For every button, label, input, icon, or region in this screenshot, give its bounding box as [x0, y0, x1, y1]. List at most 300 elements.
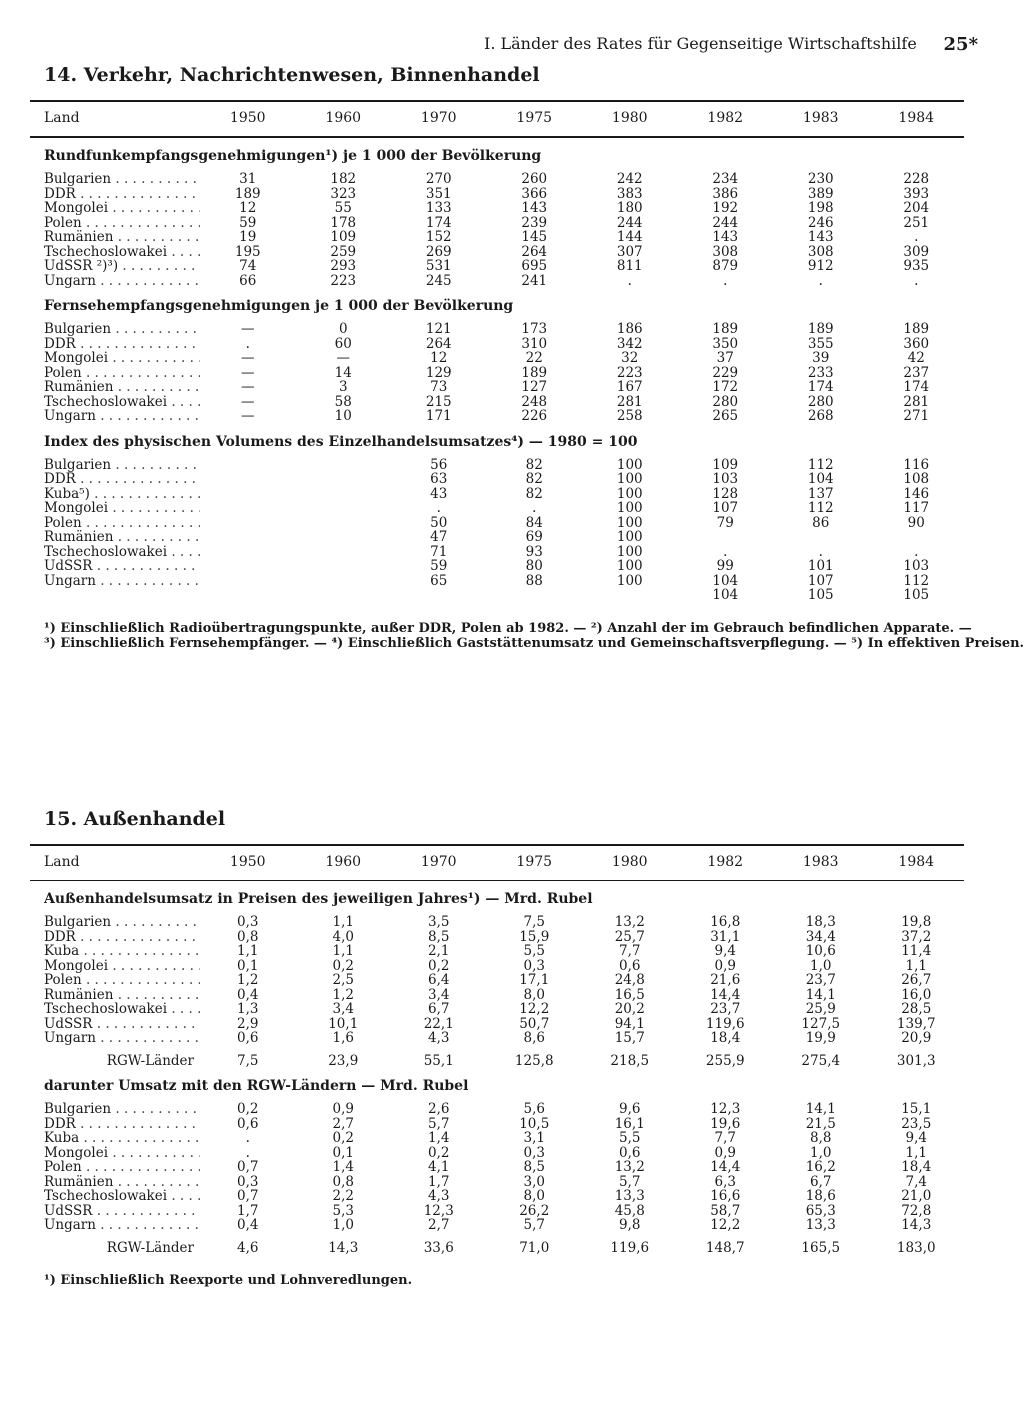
block-title: Index des physischen Volumens des Einzelhandelsumsatzes⁴) — 1980 = 100 — [44, 433, 638, 450]
cell-value — [296, 574, 392, 589]
cell-value: 25,7 — [614, 928, 645, 945]
cell-value: 4,3 — [428, 1188, 450, 1204]
cell-value: 3,0 — [523, 1173, 545, 1190]
column-header: 1984 — [898, 854, 935, 870]
row-label: Rumänien . . . — [30, 230, 200, 245]
cell-value: 8,6 — [523, 1030, 545, 1046]
cell-value: 129 — [425, 364, 452, 381]
footnotes — [44, 620, 1024, 651]
cell-value: 912 — [807, 258, 834, 274]
table-header — [30, 102, 964, 136]
cell-value: 4,6 — [237, 1239, 259, 1256]
cell-value — [869, 530, 965, 545]
cell-value: 103 — [712, 471, 739, 487]
cell-value: 4,0 — [332, 928, 354, 945]
row-label: Tschechoslowakei . . . — [30, 395, 200, 410]
row-label: Polen . . . — [30, 516, 200, 531]
cell-value: 0,2 — [237, 1101, 259, 1117]
cell-value: 82 — [525, 471, 543, 487]
cell-value: 18,4 — [901, 1159, 932, 1175]
cell-value: 4,3 — [428, 1030, 450, 1046]
cell-value: 230 — [807, 171, 834, 187]
cell-value: 112 — [807, 500, 834, 516]
cell-value: 2,5 — [332, 972, 354, 988]
table-block — [30, 1078, 964, 1255]
cell-value: 259 — [330, 243, 357, 260]
row-label: UdSSR ²)³) . . . — [30, 259, 200, 274]
cell-value: 104 — [807, 471, 834, 487]
row-label: Mongolei . . . — [30, 501, 200, 516]
table-row — [30, 1189, 964, 1204]
row-label: DDR . . . — [30, 930, 200, 945]
cell-value: 7,5 — [237, 1052, 259, 1069]
cell-value: 0,2 — [332, 1130, 354, 1146]
cell-value: 19 — [239, 229, 257, 245]
row-label: UdSSR . . . — [30, 1017, 200, 1032]
cell-value: 143 — [807, 229, 834, 245]
column-header: 1982 — [707, 854, 744, 870]
cell-value: 100 — [616, 529, 643, 545]
cell-value: 248 — [521, 393, 548, 410]
cell-value: 8,0 — [523, 1188, 545, 1204]
cell-value: 23,9 — [328, 1052, 359, 1069]
cell-value: 69 — [525, 529, 543, 545]
cell-value: 2,6 — [428, 1101, 450, 1117]
footnotes — [44, 1273, 964, 1288]
cell-value: 127 — [521, 379, 548, 395]
table-row — [30, 395, 964, 410]
cell-value: 215 — [425, 393, 452, 410]
cell-value: 59 — [239, 214, 257, 231]
cell-value: 16,5 — [614, 986, 645, 1003]
row-label: Tschechoslowakei . . . — [30, 545, 200, 560]
cell-value: 366 — [521, 185, 548, 202]
cell-value: 229 — [712, 364, 739, 381]
cell-value: 265 — [712, 408, 739, 424]
row-label: Ungarn . . . — [30, 274, 200, 289]
cell-value: 935 — [903, 258, 930, 274]
cell-value: 16,8 — [710, 914, 741, 930]
table-row — [30, 458, 964, 473]
cell-value: 94,1 — [614, 1015, 645, 1032]
cell-value — [296, 545, 392, 560]
cell-value: 7,5 — [523, 914, 545, 930]
page-number: 25* — [943, 34, 978, 55]
cell-value: 12,3 — [423, 1202, 454, 1219]
cell-value: 58 — [334, 393, 352, 410]
cell-value — [200, 458, 296, 473]
cell-value: 100 — [616, 558, 643, 574]
row-label: Ungarn . . . — [30, 409, 200, 424]
block-title: Außenhandelsumsatz in Preisen des jeweiligen Jahres¹) — Mrd. Rubel — [44, 891, 593, 907]
table-row — [30, 380, 964, 395]
cell-value: 8,5 — [523, 1159, 545, 1175]
cell-value: 14,1 — [805, 986, 836, 1003]
cell-value: 301,3 — [896, 1052, 936, 1069]
column-header: Land — [44, 110, 80, 126]
cell-value: 178 — [330, 214, 357, 231]
cell-value: . — [723, 543, 728, 560]
cell-value: 2,9 — [237, 1015, 259, 1032]
cell-value: 90 — [907, 514, 925, 531]
cell-value: 93 — [525, 543, 543, 560]
cell-value: 280 — [712, 393, 739, 410]
cell-value — [200, 545, 296, 560]
cell-value: 56 — [430, 456, 448, 473]
cell-value: 386 — [712, 185, 739, 202]
cell-value — [296, 588, 392, 603]
cell-value: 15,7 — [614, 1030, 645, 1046]
cell-value: 1,1 — [332, 943, 354, 959]
table-block — [30, 148, 964, 288]
cell-value: 251 — [903, 214, 930, 231]
cell-value: 72,8 — [901, 1202, 932, 1219]
row-label: RGW-Länder — [106, 1053, 194, 1068]
cell-value: 0,1 — [237, 957, 259, 974]
cell-value: . — [532, 500, 537, 516]
cell-value: 26,7 — [901, 972, 932, 988]
cell-value: 99 — [716, 558, 734, 574]
cell-value: 0,1 — [332, 1144, 354, 1161]
column-header: 1983 — [802, 110, 839, 126]
running-head — [484, 34, 978, 55]
cell-value: 116 — [903, 456, 930, 473]
cell-value: 100 — [616, 471, 643, 487]
cell-value: 7,7 — [714, 1130, 736, 1146]
cell-value: 7,7 — [619, 943, 641, 959]
total-row — [30, 1054, 964, 1069]
cell-value: 0,3 — [237, 1173, 259, 1190]
table-block — [30, 434, 964, 603]
cell-value: 246 — [807, 214, 834, 231]
cell-value: 1,2 — [332, 986, 354, 1003]
cell-value: 271 — [903, 408, 930, 424]
cell-value: 128 — [712, 485, 739, 502]
cell-value: 125,8 — [514, 1052, 554, 1069]
cell-value: 2,7 — [332, 1115, 354, 1132]
cell-value: 104 — [712, 587, 739, 603]
cell-value: 107 — [712, 500, 739, 516]
cell-value: 71 — [430, 543, 448, 560]
cell-value: 1,1 — [237, 943, 259, 959]
cell-value — [200, 559, 296, 574]
table-row — [30, 230, 964, 245]
cell-value: 280 — [807, 393, 834, 410]
cell-value: 59 — [430, 558, 448, 574]
column-header: 1982 — [707, 110, 744, 126]
cell-value: 9,8 — [619, 1217, 641, 1233]
cell-value: 12,2 — [710, 1217, 741, 1233]
table-row — [30, 1117, 964, 1132]
cell-value: 293 — [330, 258, 357, 274]
cell-value — [487, 588, 583, 603]
cell-value: 8,0 — [523, 986, 545, 1003]
row-label: Mongolei . . . — [30, 351, 200, 366]
table-row — [30, 201, 964, 216]
cell-value: 189 — [807, 321, 834, 337]
cell-value: 19,9 — [805, 1030, 836, 1046]
cell-value: 1,1 — [905, 1144, 927, 1161]
cell-value: 186 — [616, 321, 643, 337]
cell-value: 3 — [338, 379, 348, 395]
cell-value: 13,3 — [805, 1217, 836, 1233]
cell-value: 1,0 — [810, 1144, 832, 1161]
cell-value: 100 — [616, 456, 643, 473]
cell-value: 1,4 — [332, 1159, 354, 1175]
cell-value: 14,3 — [328, 1239, 359, 1256]
cell-value: 308 — [712, 243, 739, 260]
cell-value: 5,7 — [619, 1173, 641, 1190]
cell-value: 2,1 — [428, 943, 450, 959]
table-row — [30, 944, 964, 959]
cell-value: 281 — [903, 393, 930, 410]
row-label: DDR . . . — [30, 337, 200, 352]
row-label: Tschechoslowakei . . . — [30, 245, 200, 260]
cell-value: 9,4 — [905, 1130, 927, 1146]
cell-value: 80 — [525, 558, 543, 574]
row-label: Mongolei . . . — [30, 959, 200, 974]
table-row — [30, 1146, 964, 1161]
cell-value: 0,3 — [523, 957, 545, 974]
cell-value: 189 — [521, 364, 548, 381]
table-row — [30, 501, 964, 516]
cell-value: 237 — [903, 364, 930, 381]
cell-value: 60 — [334, 335, 352, 352]
cell-value: 5,6 — [523, 1101, 545, 1117]
cell-value: 1,7 — [237, 1202, 259, 1219]
total-row — [30, 1241, 964, 1256]
table-row — [30, 959, 964, 974]
cell-value: 14,1 — [805, 1101, 836, 1117]
table-row — [30, 322, 964, 337]
row-label: Bulgarien . . . — [30, 322, 200, 337]
cell-value: 9,6 — [619, 1101, 641, 1117]
block-title: darunter Umsatz mit den RGW-Ländern — Mrd. Rubel — [44, 1078, 469, 1094]
table-row — [30, 245, 964, 260]
cell-value: — — [336, 350, 350, 366]
cell-value: 15,1 — [901, 1101, 932, 1117]
cell-value: 5,5 — [619, 1130, 641, 1146]
table-row — [30, 915, 964, 930]
section-14 — [30, 64, 1024, 651]
cell-value — [200, 530, 296, 545]
cell-value: 241 — [521, 272, 548, 289]
cell-value: 1,2 — [237, 972, 259, 988]
cell-value: 270 — [425, 171, 452, 187]
cell-value: 143 — [712, 229, 739, 245]
cell-value: 0,2 — [428, 957, 450, 974]
block-title: Rundfunkempfangsgenehmigungen¹) je 1 000 der Bevölkerung — [44, 148, 542, 164]
cell-value: . — [914, 229, 919, 245]
cell-value: 223 — [616, 364, 643, 381]
cell-value: . — [723, 272, 728, 289]
cell-value: 383 — [616, 185, 643, 202]
cell-value: 12,2 — [519, 1001, 550, 1017]
cell-value: 5,3 — [332, 1202, 354, 1219]
cell-value: 171 — [425, 408, 452, 424]
cell-value — [296, 516, 392, 531]
table-row — [30, 259, 964, 274]
cell-value: 103 — [903, 558, 930, 574]
cell-value: 183,0 — [896, 1239, 936, 1256]
cell-value: 3,5 — [428, 914, 450, 930]
cell-value: 189 — [712, 321, 739, 337]
row-label: Rumänien . . . — [30, 530, 200, 545]
cell-value: 9,4 — [714, 943, 736, 959]
cell-value: 14,4 — [710, 986, 741, 1003]
cell-value: 0,3 — [523, 1144, 545, 1161]
cell-value: 86 — [812, 514, 830, 531]
cell-value — [200, 487, 296, 502]
cell-value: 31,1 — [710, 928, 741, 945]
cell-value: 152 — [425, 229, 452, 245]
cell-value: 268 — [807, 408, 834, 424]
cell-value: 25,9 — [805, 1001, 836, 1017]
cell-value: 55,1 — [423, 1052, 454, 1069]
cell-value: 0,4 — [237, 986, 259, 1003]
cell-value: 389 — [807, 185, 834, 202]
row-label: Polen . . . — [30, 1160, 200, 1175]
table-row — [30, 530, 964, 545]
cell-value: 18,6 — [805, 1188, 836, 1204]
cell-value: 355 — [807, 335, 834, 352]
cell-value: 360 — [903, 335, 930, 352]
cell-value: 1,6 — [332, 1030, 354, 1046]
table-row — [30, 574, 964, 589]
cell-value: 119,6 — [705, 1015, 745, 1032]
cell-value: 117 — [903, 500, 930, 516]
cell-value: 84 — [525, 514, 543, 531]
row-label — [30, 588, 200, 603]
cell-value: 20,9 — [901, 1030, 932, 1046]
cell-value: 146 — [903, 485, 930, 502]
cell-value: 174 — [807, 379, 834, 395]
cell-value: 174 — [903, 379, 930, 395]
cell-value: 1,3 — [237, 1001, 259, 1017]
cell-value: — — [241, 393, 255, 410]
cell-value: 1,4 — [428, 1130, 450, 1146]
cell-value: 6,4 — [428, 972, 450, 988]
cell-value: 133 — [425, 200, 452, 216]
cell-value: 21,5 — [805, 1115, 836, 1132]
cell-value: 1,1 — [332, 914, 354, 930]
cell-value — [200, 472, 296, 487]
footnote: ¹) Einschließlich Radioübertragungspunkte, außer DDR, Polen ab 1982. — ²) Anzahl der im Gebrauch befindlichen Apparate. — — [44, 620, 972, 636]
column-header: 1975 — [516, 110, 553, 126]
column-header: Land — [44, 854, 80, 870]
cell-value: . — [914, 272, 919, 289]
cell-value: 6,3 — [714, 1173, 736, 1190]
cell-value: 234 — [712, 171, 739, 187]
column-header: 1970 — [420, 854, 457, 870]
cell-value: 18,3 — [805, 914, 836, 930]
cell-value — [296, 559, 392, 574]
table-row — [30, 1131, 964, 1146]
cell-value: 198 — [807, 200, 834, 216]
cell-value: . — [914, 543, 919, 560]
cell-value: 0,7 — [237, 1159, 259, 1175]
cell-value: 55 — [334, 200, 352, 216]
row-label: Bulgarien . . . — [30, 915, 200, 930]
cell-value: 350 — [712, 335, 739, 352]
row-label: Rumänien . . . — [30, 1175, 200, 1190]
table-row — [30, 588, 964, 603]
cell-value: 66 — [239, 272, 257, 289]
cell-value: 12,3 — [710, 1101, 741, 1117]
row-label: Kuba . . . — [30, 944, 200, 959]
cell-value: 65 — [430, 572, 448, 589]
column-header: 1970 — [420, 110, 457, 126]
cell-value: 79 — [716, 514, 734, 531]
cell-value: 13,2 — [614, 1159, 645, 1175]
row-label: DDR . . . — [30, 187, 200, 202]
cell-value: 19,8 — [901, 914, 932, 930]
cell-value: 531 — [425, 258, 452, 274]
cell-value: 32 — [621, 350, 639, 366]
cell-value: 73 — [430, 379, 448, 395]
footnote: ¹) Einschließlich Reexporte und Lohnveredlungen. — [44, 1273, 413, 1288]
cell-value: 21,6 — [710, 972, 741, 988]
cell-value: 226 — [521, 408, 548, 424]
table-row — [30, 973, 964, 988]
cell-value: 811 — [616, 258, 643, 274]
cell-value: 20,2 — [614, 1001, 645, 1017]
cell-value: 0,2 — [332, 957, 354, 974]
cell-value: 269 — [425, 243, 452, 260]
cell-value — [296, 530, 392, 545]
table-row — [30, 559, 964, 574]
cell-value: 180 — [616, 200, 643, 216]
cell-value: 195 — [234, 243, 261, 260]
row-label: Kuba . . . — [30, 1131, 200, 1146]
cell-value: 182 — [330, 171, 357, 187]
cell-value — [296, 487, 392, 502]
table-row — [30, 472, 964, 487]
table-row — [30, 1031, 964, 1046]
table-row — [30, 409, 964, 424]
cell-value: 310 — [521, 335, 548, 352]
cell-value: 275,4 — [801, 1052, 841, 1069]
cell-value: 264 — [521, 243, 548, 260]
cell-value: 165,5 — [801, 1239, 841, 1256]
footnote: ³) Einschließlich Fernsehempfänger. — ⁴) Einschließlich Gaststättenumsatz und Gemeinschaftsverpflegung. — ⁵) In effektiven Preisen. — [44, 635, 1024, 651]
row-label: Kuba⁵) . . . — [30, 487, 200, 502]
cell-value: 12 — [430, 350, 448, 366]
cell-value: 109 — [712, 456, 739, 473]
row-label: Polen . . . — [30, 216, 200, 231]
cell-value: 14,3 — [901, 1217, 932, 1233]
cell-value: 3,1 — [523, 1130, 545, 1146]
cell-value: 258 — [616, 408, 643, 424]
cell-value: 17,1 — [519, 972, 550, 988]
cell-value: . — [818, 543, 823, 560]
cell-value: 0,2 — [428, 1144, 450, 1161]
cell-value: 16,0 — [901, 986, 932, 1003]
cell-value: 100 — [616, 543, 643, 560]
cell-value: 260 — [521, 171, 548, 187]
cell-value: 223 — [330, 272, 357, 289]
cell-value: 10,6 — [805, 943, 836, 959]
cell-value: 14,4 — [710, 1159, 741, 1175]
cell-value: 5,5 — [523, 943, 545, 959]
table-row — [30, 930, 964, 945]
cell-value: 23,7 — [710, 1001, 741, 1017]
cell-value — [773, 530, 869, 545]
cell-value: 879 — [712, 258, 739, 274]
cell-value: 8,5 — [428, 928, 450, 945]
cell-value: 0,7 — [237, 1188, 259, 1204]
row-label: Rumänien . . . — [30, 988, 200, 1003]
